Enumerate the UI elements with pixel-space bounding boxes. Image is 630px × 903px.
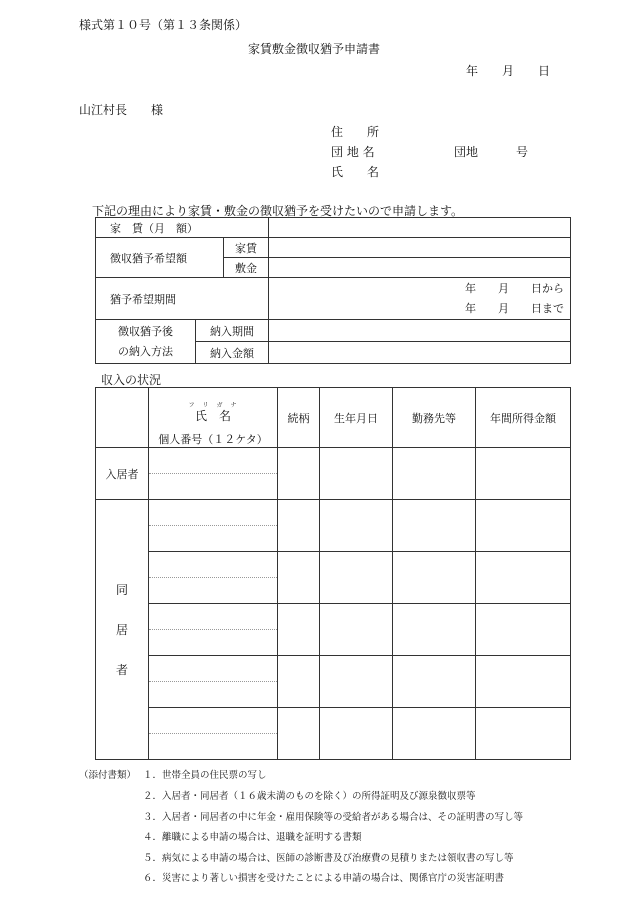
unit-suffix: 号 [516,145,529,159]
resident-workplace-field[interactable] [393,448,476,500]
cohabitant-number-field[interactable] [149,526,278,552]
workplace-header: 勤務先等 [393,388,476,448]
attachment-item: ６．災害により著しい損害を受けたことによる申請の場合は、関係官庁の災害証明書 [143,873,505,884]
cohabitant-income-field[interactable] [476,552,571,604]
relationship-header: 続柄 [278,388,320,448]
cohabitant-name-field[interactable] [149,708,278,734]
cohabitant-name-field[interactable] [149,500,278,526]
rent-monthly-label: 家 賃（月 額） [96,218,269,238]
cohabitant-number-field[interactable] [149,578,278,604]
attachment-item: ３．入居者・同居者の中に年金・雇用保険等の受給者がある場合は、その証明書の写し等 [143,812,524,823]
furigana-label: フ リ ガ ナ [188,401,238,409]
resident-birthdate-field[interactable] [320,448,393,500]
payment-method-line1: 徴収猶予後 [118,324,173,338]
payment-method-label [96,320,196,364]
payment-period-label: 納入期間 [196,320,269,342]
rent-label: 家賃 [224,238,269,258]
cohabitant-birthdate-field[interactable] [320,552,393,604]
resident-relationship-field[interactable] [278,448,320,500]
deferral-table [95,217,571,364]
payment-method-line2: の納入方法 [118,344,173,358]
cohabitant-income-field[interactable] [476,708,571,760]
date-line: 年 月 日 [466,64,551,78]
resident-name-field[interactable] [149,448,278,474]
personal-number-label: 個人番号（１２ケタ） [158,432,268,446]
cohabitant-income-field[interactable] [476,656,571,708]
cohabitant-workplace-field[interactable] [393,552,476,604]
cohabitant-workplace-field[interactable] [393,500,476,552]
attachment-item: ２．入居者・同居者（１６歳未満のものを除く）の所得証明及び源泉徴収票等 [143,791,476,802]
name-label: 氏 名 [331,165,380,179]
attachments-label: （添付書類） [79,770,137,781]
cohabitant-char-2: 居 [115,622,128,637]
cohabitant-relationship-field[interactable] [278,552,320,604]
statement: 下記の理由により家賃・敷金の徴収猶予を受けたいので申請します。 [92,204,464,218]
cohabitant-workplace-field[interactable] [393,656,476,708]
name-header [149,388,278,448]
deposit-label: 敷金 [224,258,269,278]
cohabitant-number-field[interactable] [149,734,278,760]
cohabitant-char-1: 同 [115,582,128,597]
cohabitant-workplace-field[interactable] [393,604,476,656]
cohabitant-name-field[interactable] [149,656,278,682]
form-number: 様式第１０号（第１３条関係） [79,18,248,32]
cohabitant-name-field[interactable] [149,552,278,578]
period-to: 年 月 日まで [465,301,564,315]
cohabitant-char-3: 者 [115,662,128,677]
birthdate-header: 生年月日 [320,388,393,448]
address-label: 住 所 [331,125,380,139]
resident-label: 入居者 [96,448,149,500]
deferral-amount-label: 徴収猶予希望額 [96,238,224,278]
rent-deferral-field[interactable] [269,238,571,258]
cohabitant-number-field[interactable] [149,682,278,708]
income-table [95,387,571,760]
corner-cell [96,388,149,448]
income-section-title: 収入の状況 [101,373,162,387]
name-header-label: 氏 名 [194,408,231,423]
period-label: 猶予希望期間 [96,278,269,320]
form-title: 家賃敷金徴収猶予申請書 [248,42,381,56]
rent-monthly-field[interactable] [269,218,571,238]
cohabitant-workplace-field[interactable] [393,708,476,760]
cohabitant-income-field[interactable] [476,500,571,552]
cohabitant-relationship-field[interactable] [278,656,320,708]
addressee: 山江村長 様 [79,103,164,117]
payment-amount-label: 納入金額 [196,342,269,364]
cohabitant-birthdate-field[interactable] [320,500,393,552]
complex-suffix: 団地 [454,145,479,159]
cohabitant-number-field[interactable] [149,630,278,656]
deposit-deferral-field[interactable] [269,258,571,278]
payment-period-field[interactable] [269,320,571,342]
cohabitant-relationship-field[interactable] [278,500,320,552]
resident-number-field[interactable] [149,474,278,500]
annual-income-header: 年間所得金額 [476,388,571,448]
cohabitant-birthdate-field[interactable] [320,604,393,656]
cohabitant-relationship-field[interactable] [278,708,320,760]
cohabitant-birthdate-field[interactable] [320,708,393,760]
complex-label: 団 地 名 [331,145,375,159]
payment-amount-field[interactable] [269,342,571,364]
cohabitant-label [96,500,149,760]
cohabitant-income-field[interactable] [476,604,571,656]
cohabitant-relationship-field[interactable] [278,604,320,656]
period-field[interactable] [269,278,571,320]
cohabitant-name-field[interactable] [149,604,278,630]
attachment-item: １．世帯全員の住民票の写し [143,770,267,781]
resident-income-field[interactable] [476,448,571,500]
period-from: 年 月 日から [465,281,564,295]
attachment-item: ４．離職による申請の場合は、退職を証明する書類 [143,832,362,843]
cohabitant-birthdate-field[interactable] [320,656,393,708]
attachment-item: ５．病気による申請の場合は、医師の診断書及び治療費の見積りまたは領収書の写し等 [143,853,514,864]
